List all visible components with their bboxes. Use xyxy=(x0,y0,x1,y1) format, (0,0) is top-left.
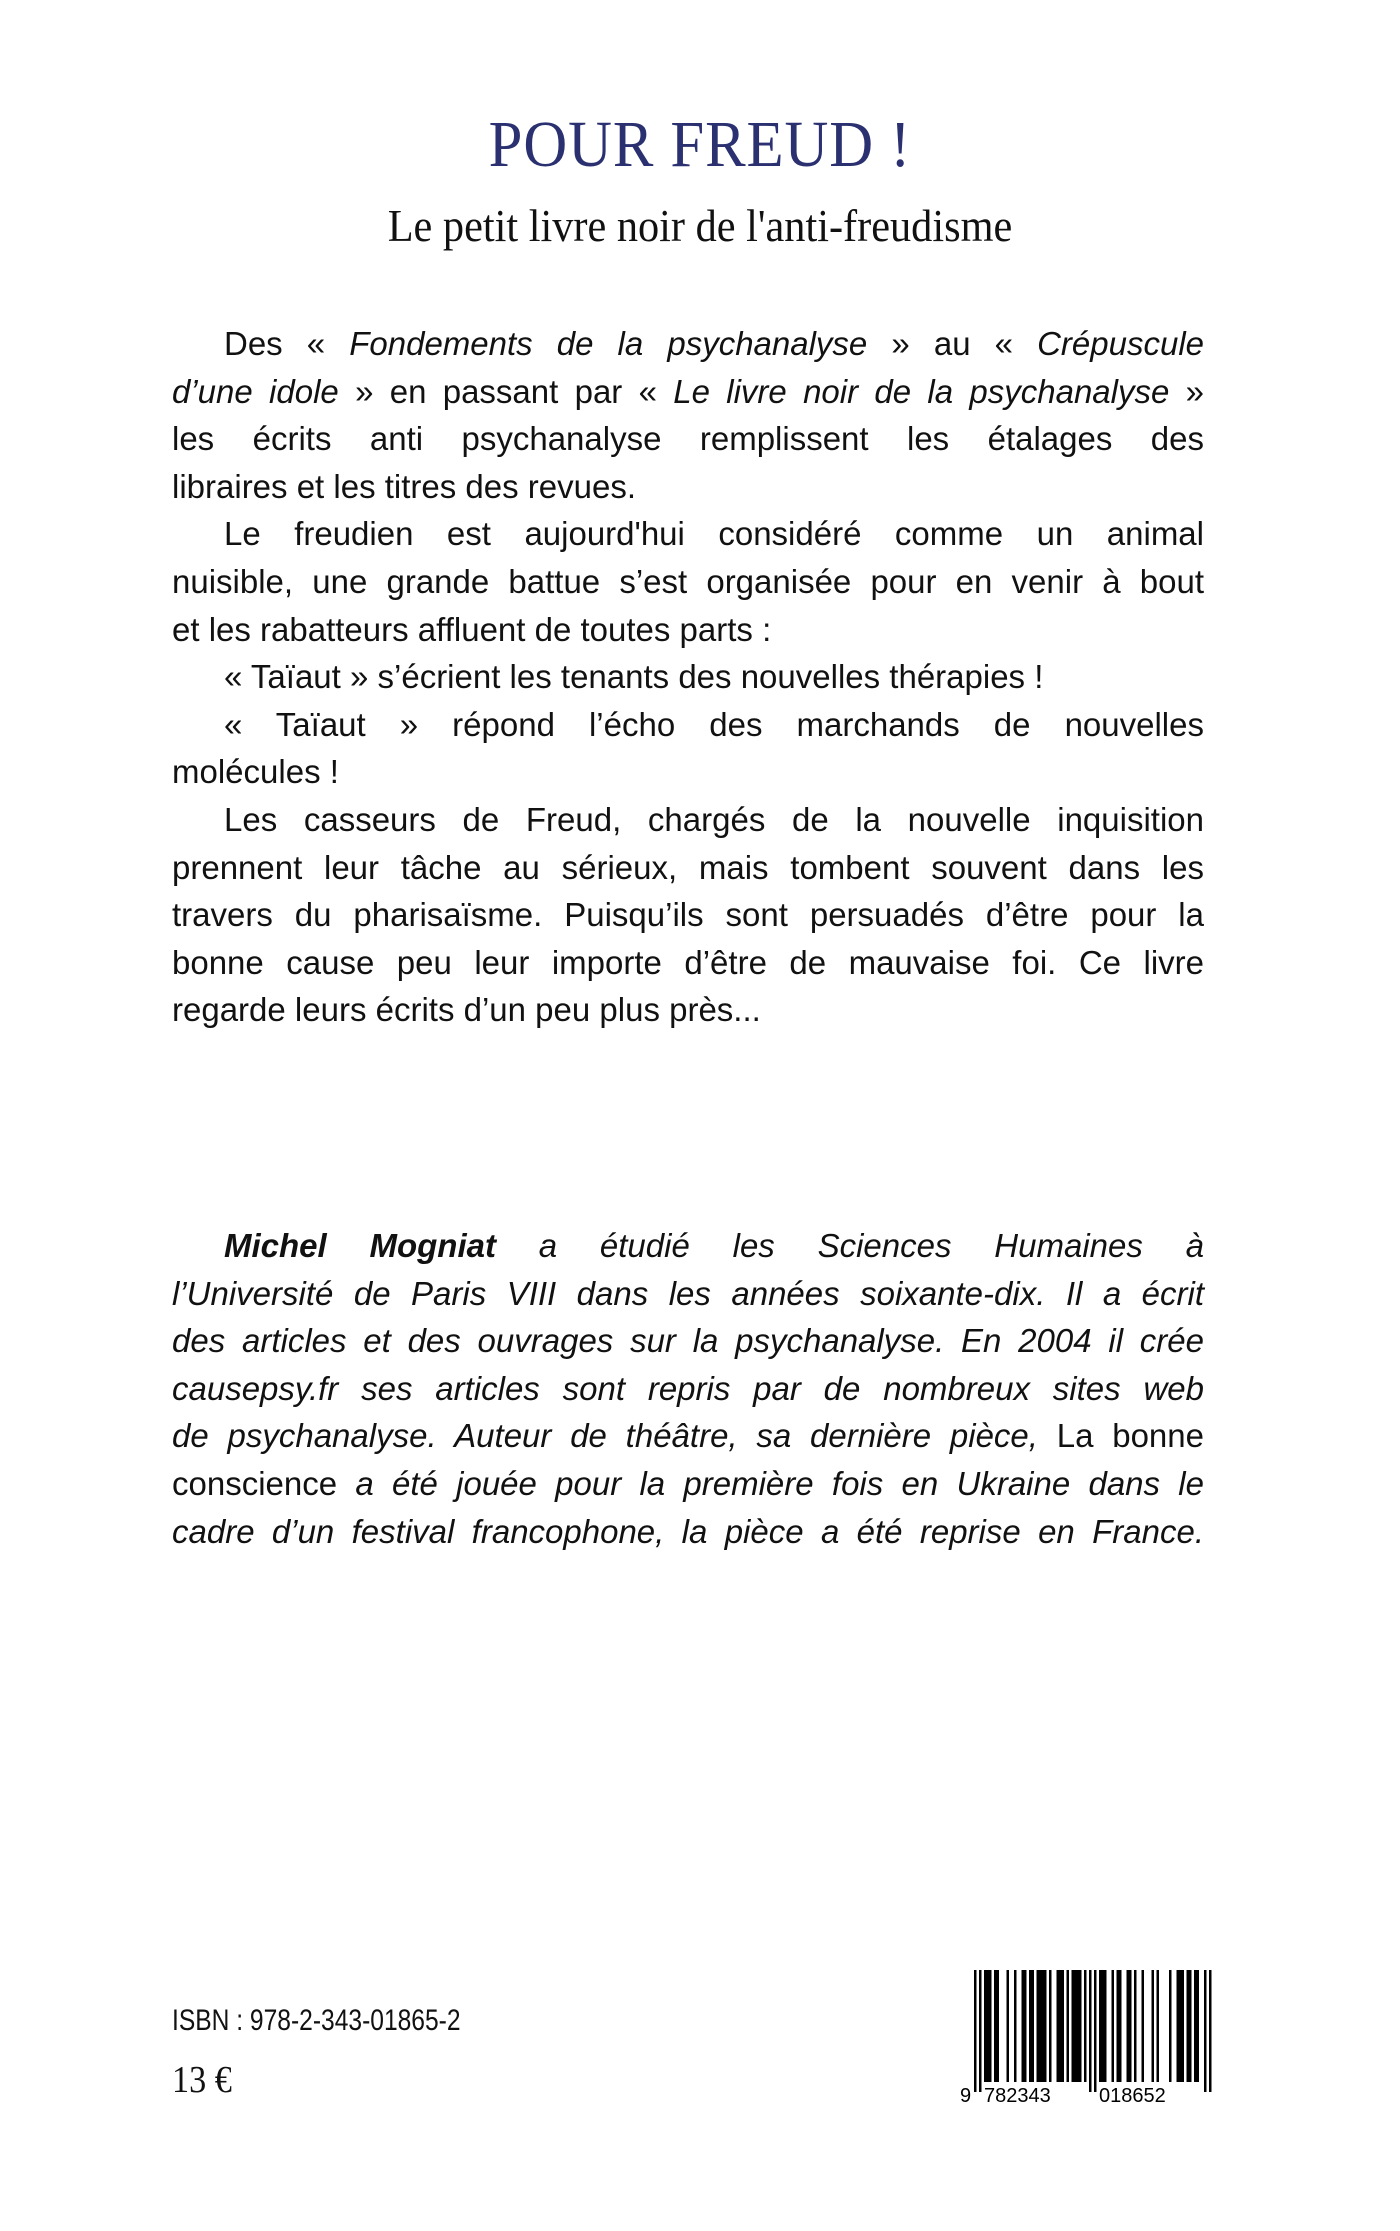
barcode-bar xyxy=(1049,1970,1052,2082)
barcode-bar xyxy=(1102,1970,1105,2082)
barcode-bar xyxy=(1119,1970,1122,2082)
price: 13 € xyxy=(172,2059,232,2101)
barcode-bar xyxy=(1117,1970,1120,2082)
barcode-bar xyxy=(979,1970,982,2092)
text-segment: de psychanalyse. Auteur de théâtre, sa dernière pièce, xyxy=(172,1417,1057,1455)
barcode-bar xyxy=(1089,1970,1092,2092)
barcode-bar xyxy=(987,1970,990,2082)
author-biography xyxy=(172,1222,1204,1555)
text-line xyxy=(172,748,1204,796)
text-line xyxy=(172,415,1204,463)
barcode-bar xyxy=(1169,1970,1172,2082)
barcode-bar xyxy=(1182,1970,1185,2082)
barcode-bar xyxy=(1014,1970,1017,2082)
text-segment: des articles et des ouvrages sur la psychanalyse. En 2004 il crée xyxy=(172,1322,1204,1360)
italic-title-text: d’une idole xyxy=(172,372,339,410)
barcode-bar xyxy=(1067,1970,1070,2082)
italic-title-text: Fondements de la psychanalyse xyxy=(349,325,868,362)
italic-title-text: Crépuscule xyxy=(1037,325,1205,362)
barcode-digits: 018652 xyxy=(1099,2085,1166,2107)
text-segment: conscience xyxy=(172,1464,338,1502)
text-line xyxy=(172,844,1204,892)
text-segment: molécules ! xyxy=(172,753,339,791)
barcode-bar xyxy=(974,1970,977,2092)
text-line xyxy=(172,606,1204,654)
barcode-bar xyxy=(1129,1970,1132,2082)
text-segment: l’Université de Paris VIII dans les années soixante-dix. Il a écrit xyxy=(172,1274,1204,1312)
text-segment: « Taïaut » répond l’écho des marchands de nouvelles xyxy=(224,705,1204,743)
book-subtitle: Le petit livre noir de l'anti-freudisme xyxy=(387,200,1013,251)
text-segment: Des « xyxy=(224,325,350,362)
text-segment: et les rabatteurs affluent de toutes parts : xyxy=(172,610,772,648)
barcode-bar xyxy=(1057,1970,1060,2082)
text-segment: a étudié les Sciences Humaines à xyxy=(495,1227,1204,1264)
barcode-bar xyxy=(1039,1970,1042,2082)
barcode-bar xyxy=(1044,1970,1047,2082)
back-cover-description xyxy=(172,320,1204,1034)
text-line xyxy=(172,653,1204,701)
ean13-barcode xyxy=(960,1968,1216,2108)
barcode-bar xyxy=(997,1970,1000,2082)
barcode-bar xyxy=(1059,1970,1062,2082)
barcode-bar xyxy=(1024,1970,1027,2082)
barcode-bar xyxy=(1037,1970,1040,2082)
text-segment: travers du pharisaïsme. Puisqu’ils sont persuadés d’être pour la xyxy=(172,896,1204,934)
text-line xyxy=(172,701,1204,749)
text-segment: Les casseurs de Freud, chargés de la nouvelle inquisition xyxy=(224,800,1204,838)
text-segment: prennent leur tâche au sérieux, mais tombent souvent dans les xyxy=(172,848,1204,886)
barcode-bar xyxy=(1197,1970,1200,2082)
text-segment: cadre d’un festival francophone, la pièce a été reprise en France. xyxy=(172,1512,1204,1550)
text-segment: les écrits anti psychanalyse remplissent les étalages des xyxy=(172,420,1204,458)
text-line xyxy=(172,1317,1204,1365)
author-name: Michel Mogniat xyxy=(224,1227,496,1264)
text-line xyxy=(172,1460,1204,1508)
barcode-bar xyxy=(1084,1970,1087,2082)
text-line xyxy=(172,510,1204,558)
text-segment: nuisible, une grande battue s’est organisée pour en venir à bout xyxy=(172,562,1204,600)
text-line xyxy=(172,1365,1204,1413)
text-line xyxy=(172,796,1204,844)
text-line xyxy=(172,939,1204,987)
barcode-bar xyxy=(1194,1970,1197,2082)
barcode-bar xyxy=(1157,1970,1160,2082)
barcode-bar xyxy=(1177,1970,1180,2082)
text-segment: La bonne xyxy=(1056,1417,1204,1455)
text-segment: » xyxy=(1169,372,1204,410)
barcode-bar xyxy=(1189,1970,1192,2082)
text-segment: « Taïaut » s’écrient les tenants des nouvelles thérapies ! xyxy=(224,658,1044,696)
barcode-bar xyxy=(994,1970,997,2082)
text-line xyxy=(172,1270,1204,1318)
text-line xyxy=(172,891,1204,939)
text-segment: » au « xyxy=(867,325,1038,362)
book-title: POUR FREUD ! xyxy=(488,108,912,181)
italic-title-text: Le livre noir de la psychanalyse xyxy=(673,372,1170,410)
text-segment: » en passant par « xyxy=(338,372,674,410)
barcode-bar xyxy=(1134,1970,1137,2082)
text-line xyxy=(172,320,1204,368)
barcode-bar xyxy=(1029,1970,1032,2082)
barcode-bar xyxy=(1112,1970,1115,2082)
barcode-bar xyxy=(1187,1970,1190,2082)
barcode-digits: 9 xyxy=(960,2085,972,2107)
text-line xyxy=(172,1412,1204,1460)
text-line xyxy=(172,1508,1204,1556)
barcode-bar xyxy=(1209,1970,1212,2092)
text-line xyxy=(172,558,1204,606)
isbn: ISBN : 978-2-343-01865-2 xyxy=(172,2004,461,2037)
text-line xyxy=(172,1222,1204,1270)
text-line xyxy=(172,986,1204,1034)
text-segment: Le freudien est aujourd'hui considéré comme un animal xyxy=(224,515,1204,553)
barcode-bar xyxy=(984,1970,987,2082)
text-segment: libraires et les titres des revues. xyxy=(172,467,637,505)
barcode-bar xyxy=(1007,1970,1010,2082)
barcode-bar xyxy=(1032,1970,1035,2082)
barcode-bar xyxy=(1074,1970,1077,2082)
text-segment: a été jouée pour la première fois en Ukraine dans le xyxy=(337,1464,1204,1502)
barcode-bar xyxy=(1099,1970,1102,2082)
text-line xyxy=(172,463,1204,511)
barcode-bar xyxy=(1152,1970,1155,2082)
barcode-bar xyxy=(1142,1970,1145,2082)
barcode-bar xyxy=(1042,1970,1045,2082)
barcode-bar xyxy=(1127,1970,1130,2082)
text-segment: regarde leurs écrits d’un peu plus près... xyxy=(172,991,761,1029)
barcode-digits: 782343 xyxy=(984,2085,1051,2107)
barcode-bar xyxy=(989,1970,992,2082)
barcode-bar xyxy=(1077,1970,1080,2082)
text-segment: causepsy.fr ses articles sont repris par de nombreux sites web xyxy=(172,1369,1204,1407)
text-line xyxy=(172,368,1204,416)
barcode-bar xyxy=(1022,1970,1025,2082)
barcode-bar xyxy=(1104,1970,1107,2082)
barcode-bar xyxy=(1179,1970,1182,2082)
text-segment: bonne cause peu leur importe d’être de mauvaise foi. Ce livre xyxy=(172,943,1204,981)
barcode-bar xyxy=(1079,1970,1082,2082)
barcode-bar xyxy=(1204,1970,1207,2092)
barcode-bar xyxy=(1094,1970,1097,2092)
barcode-bar xyxy=(1062,1970,1065,2082)
barcode-bar xyxy=(1072,1970,1075,2082)
